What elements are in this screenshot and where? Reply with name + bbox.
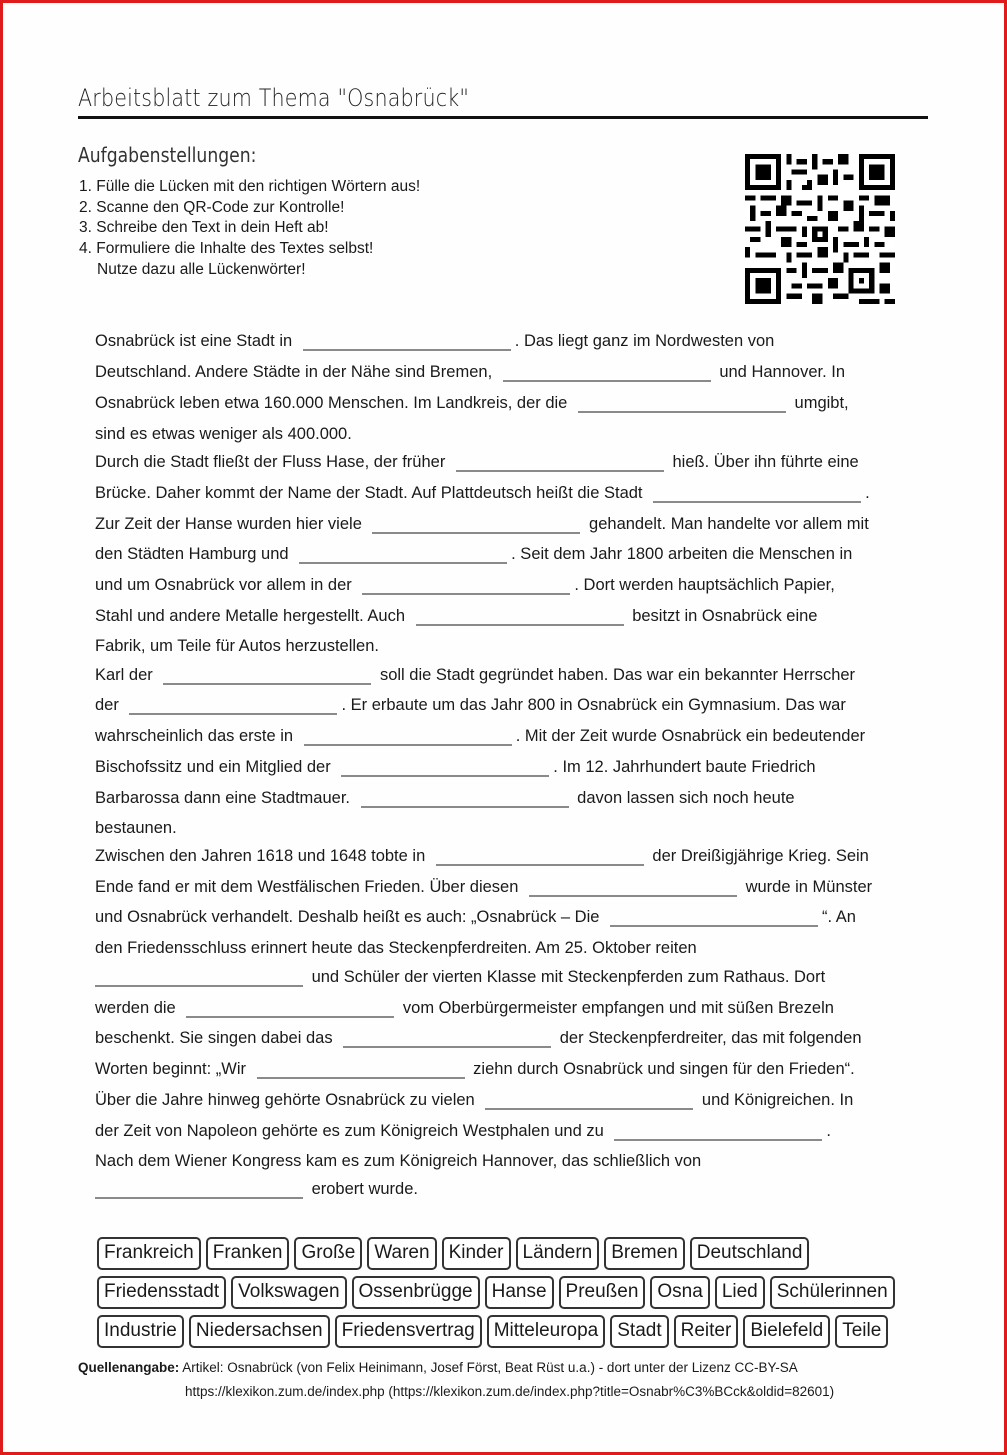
word-chip[interactable]: Bremen [604,1237,685,1270]
word-chip[interactable]: Lied [715,1276,765,1309]
word-chip[interactable]: Ländern [516,1237,600,1270]
answer-blank[interactable] [614,1138,822,1141]
text-segment: . Im 12. Jahrhundert baute Friedrich [553,758,816,776]
text-line [95,484,870,503]
task-item: 4. Formuliere die Inhalte des Textes selbst! [79,240,374,258]
text-segment: der [95,696,124,714]
text-segment: den Städten Hamburg und [95,545,294,563]
text-segment: und um Osnabrück vor allem in der [95,576,357,594]
word-chip[interactable]: Deutschland [690,1237,810,1270]
answer-blank[interactable] [303,348,511,351]
text-segment: “. An [822,908,856,926]
word-chip[interactable]: Friedensstadt [97,1276,226,1309]
text-segment: werden die [95,999,181,1017]
text-segment: den Friedensschluss erinnert heute das Steckenpferdreiten. Am 25. Oktober reiten [95,939,697,957]
text-line [95,637,379,656]
word-chip[interactable]: Ossenbrügge [352,1276,480,1309]
source-text: Artikel: Osnabrück (von Felix Heinimann, Josef Först, Beat Rüst u.a.) - dort unter der Lizenz CC-BY-SA [179,1360,798,1375]
text-segment: Osnabrück ist eine Stadt in [95,332,297,350]
text-segment: Nach dem Wiener Kongress kam es zum Königreich Hannover, das schließlich von [95,1152,702,1170]
text-line [95,363,845,382]
word-chip[interactable]: Frankreich [97,1237,201,1270]
text-line [95,394,849,413]
text-segment: Ende fand er mit dem Westfälischen Frieden. Über diesen [95,878,523,896]
word-chip[interactable]: Hanse [485,1276,554,1309]
answer-blank[interactable] [95,1196,303,1199]
word-chip[interactable]: Friedensvertrag [335,1315,482,1348]
answer-blank[interactable] [503,379,711,382]
text-segment: und Schüler der vierten Klasse mit Steckenpferden zum Rathaus. Dort [307,968,826,986]
text-line [95,1122,831,1141]
word-chip[interactable]: Bielefeld [743,1315,830,1348]
word-chip[interactable]: Stadt [610,1315,668,1348]
text-line [95,1091,853,1110]
text-segment: umgibt, [789,394,849,412]
answer-blank[interactable] [341,774,549,777]
text-line [95,727,865,746]
text-line [95,332,774,351]
text-line [95,545,852,564]
answer-blank[interactable] [372,531,580,534]
text-line [95,1060,855,1079]
word-chip[interactable]: Franken [206,1237,290,1270]
text-segment: und Hannover. In [714,363,846,381]
word-chip[interactable]: Mitteleuropa [487,1315,606,1348]
source-url[interactable]: https://klexikon.zum.de/index.php (https://klexikon.zum.de/index.php?title=Osnabr%C3%BCck&oldid=82601) [185,1384,835,1399]
text-segment: Deutschland. Andere Städte in der Nähe sind Bremen, [95,363,497,381]
answer-blank[interactable] [578,410,786,413]
text-segment: Karl der [95,666,158,684]
task-item: 1. Fülle die Lücken mit den richtigen Wörtern aus! [79,178,421,195]
text-segment: beschenkt. Sie singen dabei das [95,1029,338,1047]
word-chip[interactable]: Teile [835,1315,888,1348]
word-bank-row [97,1237,917,1270]
text-line [95,847,869,866]
text-line [95,1152,701,1171]
text-segment: Zur Zeit der Hanse wurden hier viele [95,515,367,533]
text-line [95,696,846,715]
text-line [95,1029,862,1048]
answer-blank[interactable] [436,863,644,866]
word-chip[interactable]: Kinder [442,1237,511,1270]
text-segment: . Mit der Zeit wurde Osnabrück ein bedeutender [515,727,866,745]
text-line [95,819,177,838]
text-line [95,999,834,1018]
text-segment: . [826,1122,831,1140]
answer-blank[interactable] [610,924,818,927]
answer-blank[interactable] [257,1076,465,1079]
text-segment: Stahl und andere Metalle hergestellt. Auch [95,607,410,625]
text-segment: Durch die Stadt fließt der Fluss Hase, der früher [95,453,450,471]
answer-blank[interactable] [343,1045,551,1048]
source-label: Quellenangabe: [78,1360,180,1375]
text-segment: . Seit dem Jahr 1800 arbeiten die Menschen in [511,545,853,563]
word-bank-row [97,1276,917,1309]
source-citation [78,1360,798,1375]
word-bank-row [97,1315,917,1348]
text-segment: Über die Jahre hinweg gehörte Osnabrück zu vielen [95,1091,480,1109]
text-line [95,666,855,685]
text-line [95,1180,418,1199]
text-line [95,968,825,987]
text-segment: der Zeit von Napoleon gehörte es zum Königreich Westphalen und zu [95,1122,609,1140]
word-chip[interactable]: Preußen [559,1276,646,1309]
text-segment: und Osnabrück verhandelt. Deshalb heißt es auch: „Osnabrück – Die [95,908,605,926]
text-line [95,515,869,534]
answer-blank[interactable] [653,500,861,503]
word-chip[interactable]: Reiter [674,1315,739,1348]
text-line [95,908,856,927]
answer-blank[interactable] [485,1107,693,1110]
text-segment: vom Oberbürgermeister empfangen und mit süßen Brezeln [398,999,834,1017]
task-item: 2. Scanne den QR-Code zur Kontrolle! [79,198,345,216]
text-line [95,789,795,808]
text-segment: bestaunen. [95,819,177,837]
text-segment: sind es etwas weniger als 400.000. [95,425,352,443]
word-chip[interactable]: Große [294,1237,362,1270]
text-segment: hieß. Über ihn führte eine [667,453,859,471]
task-item: Nutze dazu alle Lückenwörter! [97,260,306,278]
qr-code-icon[interactable] [745,153,895,305]
text-segment: Bischofssitz und ein Mitglied der [95,758,336,776]
answer-blank[interactable] [299,561,507,564]
answer-blank[interactable] [304,743,512,746]
text-segment: soll die Stadt gegründet haben. Das war ein bekannter Herrscher [375,666,856,684]
answer-blank[interactable] [416,623,624,626]
text-segment: . [865,484,870,502]
text-line [95,453,859,472]
text-segment: Osnabrück leben etwa 160.000 Menschen. Im Landkreis, der die [95,394,572,412]
text-segment: gehandelt. Man handelte vor allem mit [584,515,869,533]
text-segment: erobert wurde. [307,1180,418,1198]
text-segment: der Steckenpferdreiter, das mit folgenden [555,1029,862,1047]
text-segment: besitzt in Osnabrück eine [627,607,818,625]
answer-blank[interactable] [361,805,569,808]
task-list [79,177,420,281]
text-segment: . Dort werden hauptsächlich Papier, [574,576,835,594]
answer-blank[interactable] [456,469,664,472]
word-chip[interactable]: Industrie [97,1315,184,1348]
text-line [95,425,352,444]
word-chip[interactable]: Schülerinnen [770,1276,895,1309]
text-segment: ziehn durch Osnabrück und singen für den Frieden“. [468,1060,855,1078]
text-line [95,607,817,626]
text-segment: . Er erbaute um das Jahr 800 in Osnabrück ein Gymnasium. Das war [341,696,846,714]
tasks-heading: Aufgabenstellungen: [78,143,257,167]
text-segment: davon lassen sich noch heute [572,789,795,807]
word-bank [97,1237,917,1354]
answer-blank[interactable] [186,1015,394,1018]
word-chip[interactable]: Niedersachsen [189,1315,330,1348]
task-item: 3. Schreibe den Text in dein Heft ab! [79,219,329,237]
word-chip[interactable]: Osna [650,1276,709,1309]
text-segment: der Dreißigjährige Krieg. Sein [647,847,869,865]
text-line [95,758,816,777]
text-segment: . Das liegt ganz im Nordwesten von [514,332,775,350]
answer-blank[interactable] [95,984,303,987]
text-segment: Brücke. Daher kommt der Name der Stadt. Auf Plattdeutsch heißt die Stadt [95,484,648,502]
answer-blank[interactable] [163,682,371,685]
title-divider [78,116,928,119]
text-segment: Worten beginnt: „Wir [95,1060,251,1078]
word-chip[interactable]: Waren [367,1237,436,1270]
text-segment: wurde in Münster [741,878,873,896]
word-chip[interactable]: Volkswagen [231,1276,346,1309]
text-segment: Barbarossa dann eine Stadtmauer. [95,789,355,807]
text-segment: Fabrik, um Teile für Autos herzustellen. [95,637,379,655]
answer-blank[interactable] [362,592,570,595]
text-line [95,939,697,958]
text-line [95,576,835,595]
answer-blank[interactable] [529,894,737,897]
page-title: Arbeitsblatt zum Thema "Osnabrück" [78,84,470,112]
text-line [95,878,872,897]
text-segment: wahrscheinlich das erste in [95,727,298,745]
text-segment: Zwischen den Jahren 1618 und 1648 tobte in [95,847,430,865]
text-segment: und Königreichen. In [697,1091,854,1109]
answer-blank[interactable] [129,712,337,715]
